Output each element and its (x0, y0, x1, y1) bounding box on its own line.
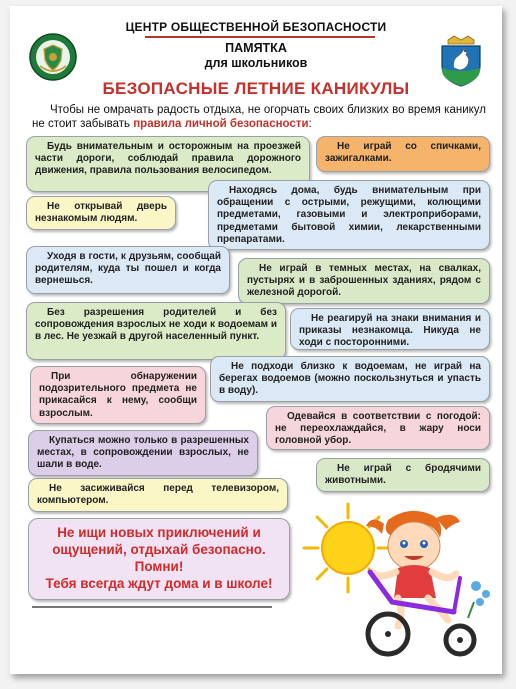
intro-paragraph (32, 103, 486, 131)
intro-end: : (308, 118, 312, 130)
tip-dark-places: Не играй в темных местах, на свалках, пустырях и в заброшенных зданиях, рядом с железной дорогой. (238, 258, 490, 304)
tip-near-water: Не подходи близко к водоемам, не играй на берегах водоемов (можно поскользнуться и упасть в воду). (210, 356, 490, 402)
tip-weather-clothing: Одевайся в соответствии с погодой: не переохлаждайся, в жару носи головной убор. (266, 406, 490, 450)
tip-door: Не открывай дверь незнакомым людям. (26, 196, 176, 230)
tip-screen-time: Не засиживайся перед телевизором, компьютером. (28, 478, 288, 512)
organization-name: ЦЕНТР ОБЩЕСТВЕННОЙ БЕЗОПАСНОСТИ (125, 20, 387, 34)
intro-text: Чтобы не омрачать радость отдыха, не огорчать своих близких во время каникул не стоит забывать (32, 104, 486, 130)
memo-subtitle: для школьников (204, 56, 308, 70)
header-underline (145, 36, 375, 38)
tip-water-forest: Без разрешения родителей и без сопровождения взрослых не ходи к водоемам и в лес. Не уезжай в другой населенный пункт. (26, 302, 286, 360)
final-line-1: Не ищи новых приключений и (57, 525, 261, 540)
tip-home-objects: Находясь дома, будь внимательным при обращении с острыми, режущими, колющими предметами, газовыми и электроприборами, предметами бытовой химии, лекарственными препаратами. (208, 180, 490, 250)
intro-highlight: правила личной безопасности (133, 118, 309, 130)
child-on-tricycle-icon (348, 502, 498, 662)
tip-stray-animals: Не играй с бродячими животными. (316, 458, 490, 492)
tip-suspicious-object: При обнаружении подозрительного предмета не прикасайся к нему, сообщи взрослым. (30, 366, 206, 424)
tip-strangers: Не реагируй на знаки внимания и приказы незнакомца. Никуда не ходи с посторонними. (290, 308, 490, 350)
final-line-4: Тебя всегда ждут дома и в школе! (45, 576, 273, 591)
poster-sheet (10, 6, 502, 674)
tip-visiting-friends: Уходя в гости, к друзьям, сообщай родителям, куда ты пошел и когда вернешься. (26, 246, 230, 294)
tip-swimming: Купаться можно только в разрешенных местах, в сопровождении взрослых, не шали в воде. (28, 430, 258, 476)
final-line-3: Помни! (134, 559, 184, 574)
final-message (28, 518, 290, 600)
page-title: БЕЗОПАСНЫЕ ЛЕТНИЕ КАНИКУЛЫ (102, 79, 410, 98)
memo-title: ПАМЯТКА (225, 41, 287, 55)
final-line-2: ощущений, отдыхай безопасно. (52, 542, 266, 557)
tip-matches: Не играй со спичками, зажигалками. (316, 136, 490, 172)
bottom-divider (32, 606, 272, 608)
tip-road-safety: Будь внимательным и осторожным на проезжей части дороги, соблюдай правила дорожного движения, правила пользования велосипедом. (26, 136, 310, 192)
